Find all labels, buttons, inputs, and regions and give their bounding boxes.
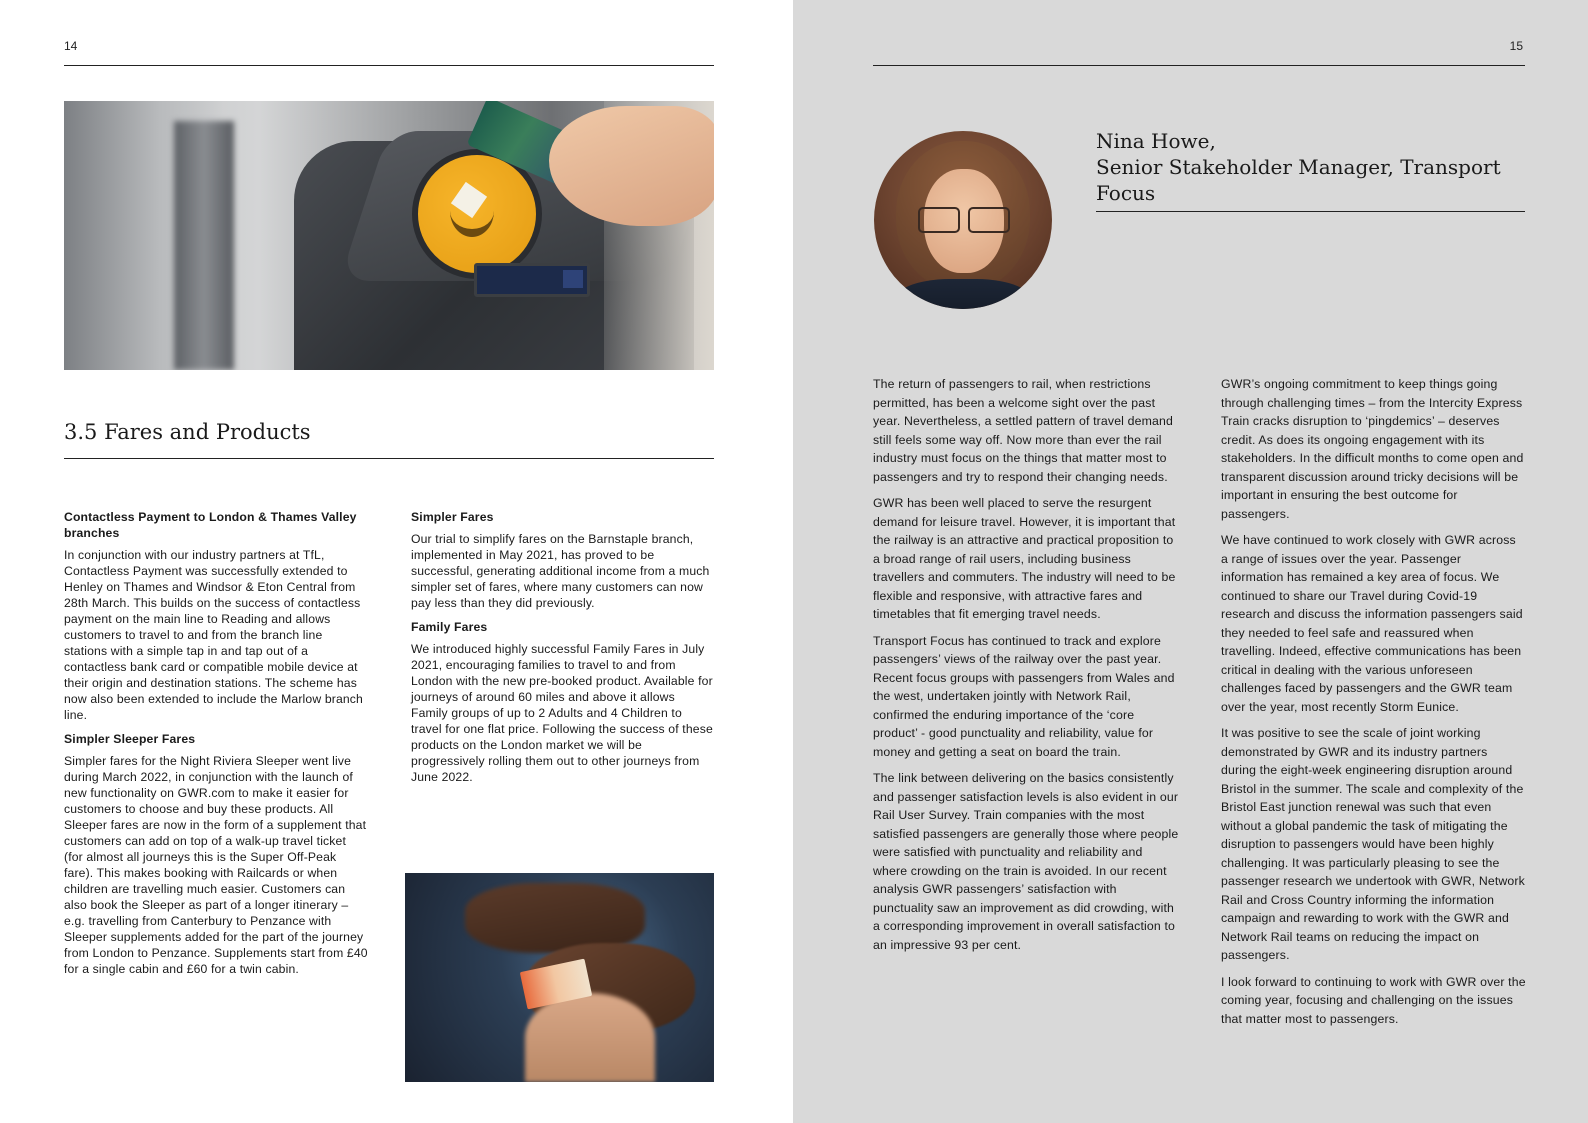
section-heading: 3.5 Fares and Products [64,420,311,444]
text-column-right-1 [873,375,1180,962]
paragraph: In conjunction with our industry partners at TfL, Contactless Payment was successfully extended to Henley on Thames and Windsor & Eton Central from 28th March. This builds on the success of contactless payment on the main line to Reading and allows customers to travel to and from the branch line stations with a simple tap in and tap out of a contactless bank card or compatible mobile device at their origin and destination stations. The scheme has now also been extended to include the Marlow branch line. [64,548,363,722]
subheading: Simpler Fares [411,510,494,524]
paragraph: I look forward to continuing to work with GWR over the coming year, focusing and challenging on the issues that matter most to passengers. [1221,974,1526,1026]
subheading: Family Fares [411,620,488,634]
subheading: Simpler Sleeper Fares [64,732,196,746]
portrait-photo [874,131,1052,309]
paragraph: GWR has been well placed to serve the resurgent demand for leisure travel. However, it is important that the railway is an attractive and practical proposition to a broad range of rail users, including business travellers and commuters. The industry will need to be flexible and responsive, with attractive fares and timetables that fit emerging travel needs. [873,496,1176,621]
ticket-gate-photo [64,101,714,370]
ticket-handover-photo [405,873,714,1082]
text-column-right-2 [1221,375,1526,1036]
paragraph: Our trial to simplify fares on the Barnstaple branch, implemented in May 2021, has proved to be successful, generating additional income from a much simpler set of fares, where many customers can now pay less than they did previously. [411,532,710,610]
paragraph: It was positive to see the scale of joint working demonstrated by GWR and its industry partners during the eight-week engineering disruption around Bristol in the summer. The scale and complexity of the Bristol East junction renewal was such that even without a global pandemic the task of mitigating the disruption to passengers would have been highly challenging. It was particularly pleasing to see the passenger research we undertook with GWR, Network Rail and Cross Country informing the information campaign and rewarding to work with the GWR and Network Rail teams on reducing the impact on passengers. [1221,726,1525,962]
text-column-middle [411,509,714,793]
page-number: 15 [1509,39,1523,53]
paragraph: The return of passengers to rail, when restrictions permitted, has been a welcome sight over the past year. Nevertheless, a settled pattern of travel demand still feels some way off. Now more than ever the rail industry must focus on the things that matter most to passengers and try to respond their changing needs. [873,377,1173,484]
header-rule [64,65,714,66]
person-rule [1096,211,1525,212]
person-heading [1096,128,1516,206]
person-name: Nina Howe, [1096,129,1216,153]
left-page [0,0,793,1123]
person-title: Senior Stakeholder Manager, Transport Focus [1096,155,1501,205]
paragraph: We introduced highly successful Family Fares in July 2021, encouraging families to travel to and from London with the new pre-booked product. Available for journeys of around 60 miles and above it allows Family groups of up to 2 Adults and 4 Children to travel for one flat price. Following the success of these products on the London market we will be progressively rolling them out to other journeys from June 2022. [411,642,713,784]
text-column-left [64,509,368,985]
section-rule [64,458,714,459]
paragraph: We have continued to work closely with GWR across a range of issues over the year. Passenger information has remained a key area of focus. We continued to share our Travel during Covid-19 research and discuss the information passengers said they needed to feel safe and reassured when travelling. Indeed, effective communications has been critical in dealing with the various unforeseen challenges faced by passengers and the GWR team over the year, most recently Storm Eunice. [1221,533,1523,714]
page-number: 14 [64,39,78,53]
paragraph: Simpler fares for the Night Riviera Sleeper went live during March 2022, in conjunction with the launch of new functionality on GWR.com to make it easier for customers to choose and buy these products. All Sleeper fares are now in the form of a supplement that customers can add on top of a walk-up travel ticket (for almost all journeys this is the Super Off-Peak fare). This makes booking with Railcards or when children are travelling much easier. Customers can also book the Sleeper as part of a longer itinerary – e.g. travelling from Canterbury to Penzance with Sleeper supplements added for the part of the journey from London to Penzance. Supplements start from £40 for a single cabin and £60 for a twin cabin. [64,754,368,976]
paragraph: The link between delivering on the basics consistently and passenger satisfaction levels is also evident in our Rail User Survey. Train companies with the most satisfied passengers are generally those where people were satisfied with punctuality and reliability and where crowding on the train is avoided. In our recent analysis GWR passengers’ satisfaction with punctuality saw an improvement as did crowding, with a corresponding improvement in overall satisfaction to an impressive 93 per cent. [873,771,1179,952]
header-rule [873,65,1525,66]
subheading: Contactless Payment to London & Thames Valley branches [64,510,357,540]
paragraph: GWR’s ongoing commitment to keep things going through challenging times – from the Intercity Express Train cracks disruption to ‘pingdemics’ – deserves credit. As does its ongoing engagement with its stakeholders. In the difficult months to come open and transparent discussion around tricky decisions will be important in ensuring the best outcome for passengers. [1221,377,1524,521]
paragraph: Transport Focus has continued to track and explore passengers’ views of the railway over the past year. Recent focus groups with passengers from Wales and the west, undertaken jointly with Network Rail, confirmed the enduring importance of the ‘core product’ - good punctuality and reliability, value for money and getting a seat on board the train. [873,633,1175,759]
